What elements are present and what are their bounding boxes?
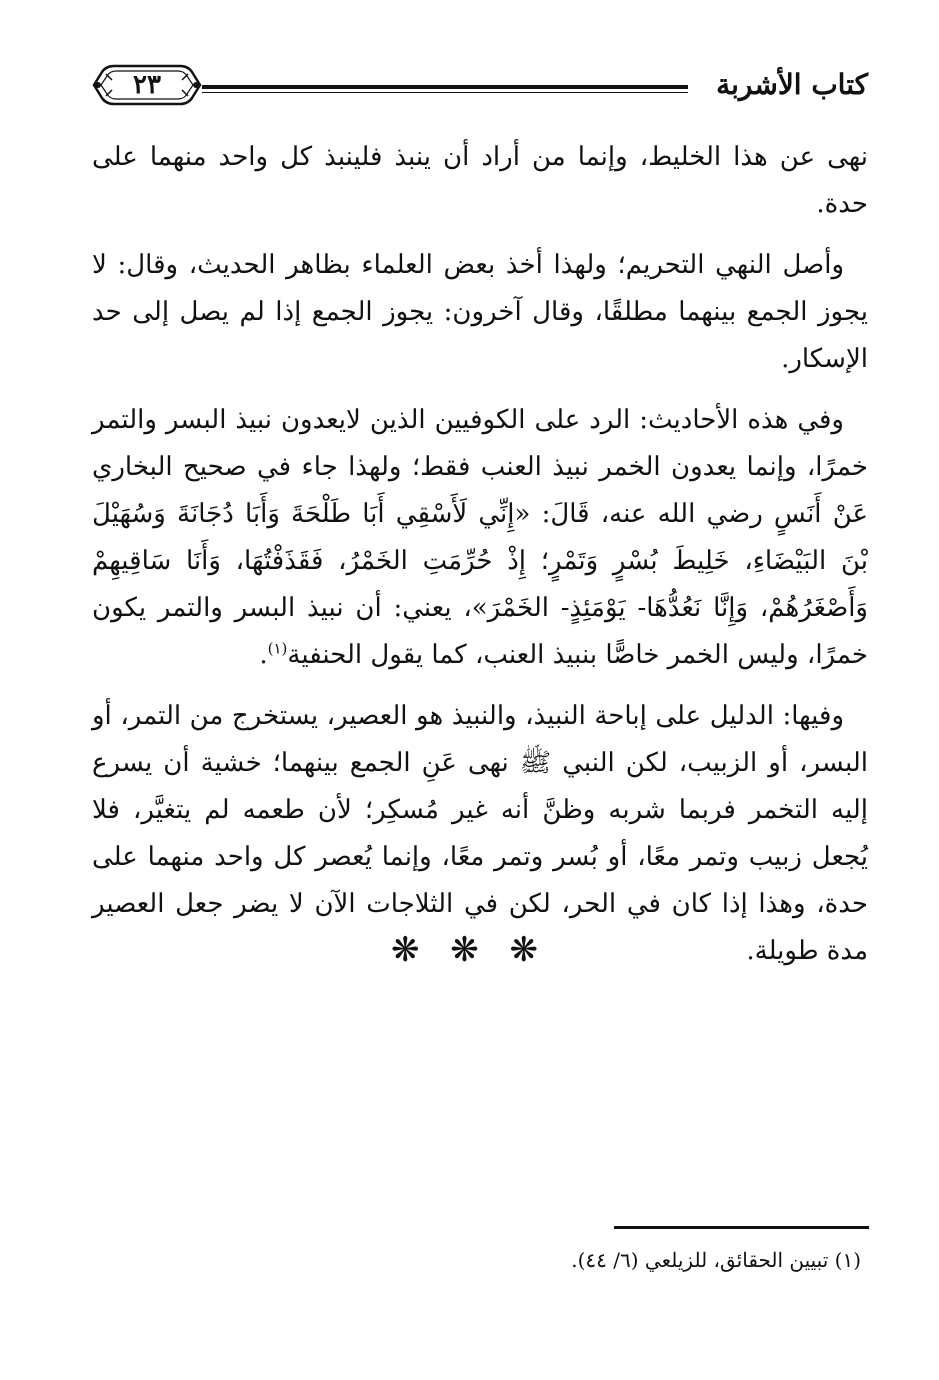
page-header (92, 60, 868, 110)
section-separator: ❋ ❋ ❋ (390, 930, 549, 970)
footnote-ref-1[interactable]: (١) (267, 639, 288, 658)
paragraph-3 (92, 397, 868, 679)
footnote-rule (614, 1226, 869, 1229)
paragraph-3-end: . (259, 640, 268, 670)
header-rule (202, 85, 688, 89)
paragraph-3-text: وفي هذه الأحاديث: الرد على الكوفيين الذين لايعدون نبيذ البسر والتمر خمرًا، وإنما يعدون الخمر نبيذ العنب فقط؛ ولهذا جاء في صحيح البخاري عَنْ أَنَسٍ رضي الله عنه، قَالَ: «إِنِّي لَأَسْقِي أَبَا طَلْحَةَ وَأَبَا دُجَانَةَ وَسُهَيْلَ بْنَ البَيْضَاءِ، خَلِيطَ بُسْرٍ وَتَمْرٍ؛ إِذْ حُرِّمَتِ الخَمْرُ، فَقَذَفْتُهَا، وَأَنَا سَاقِيهِمْ وَأَصْغَرُهُمْ، وَإِنَّا نَعُدُّهَا- يَوْمَئِذٍ- الخَمْرَ»، يعني: أن نبيذ البسر والتمر يكون خمرًا، وليس الخمر خاصًّا بنبيذ العنب، كما يقول الحنفية (92, 405, 868, 670)
main-text (92, 134, 868, 989)
header-rule-thin (202, 92, 688, 93)
footnote-1: (١) تبيين الحقائق، للزيلعي (٦/ ٤٤). (571, 1248, 861, 1272)
paragraph-2: وأصل النهي التحريم؛ ولهذا أخذ بعض العلماء بظاهر الحديث، وقال: لا يجوز الجمع بينهما مطلقًا، وقال آخرون: يجوز الجمع إذا لم يصل إلى حد الإسكار. (92, 250, 868, 374)
paragraph-1: نهى عن هذا الخليط، وإنما من أراد أن ينبذ فلينبذ كل واحد منهما على حدة. (92, 142, 868, 219)
paragraph-4: وفيها: الدليل على إباحة النبيذ، والنبيذ هو العصير، يستخرج من التمر، أو البسر، أو الزبيب، لكن النبي ﷺ نهى عَنِ الجمع بينهما؛ خشية أن يسرع إليه التخمر فربما شربه وظنَّ أنه غير مُسكِر؛ لأن طعمه لم يتغيَّر، فلا يُجعل زبيب وتمر معًا، أو بُسر وتمر معًا، وإنما يُعصر كل واحد منهما على حدة، وهذا إذا كان في الحر، لكن في الثلاجات الآن لا يضر جعل العصير مدة طويلة. (92, 701, 869, 966)
page-number: ٢٣ (133, 70, 161, 100)
running-title: كتاب الأشربة (716, 68, 868, 101)
